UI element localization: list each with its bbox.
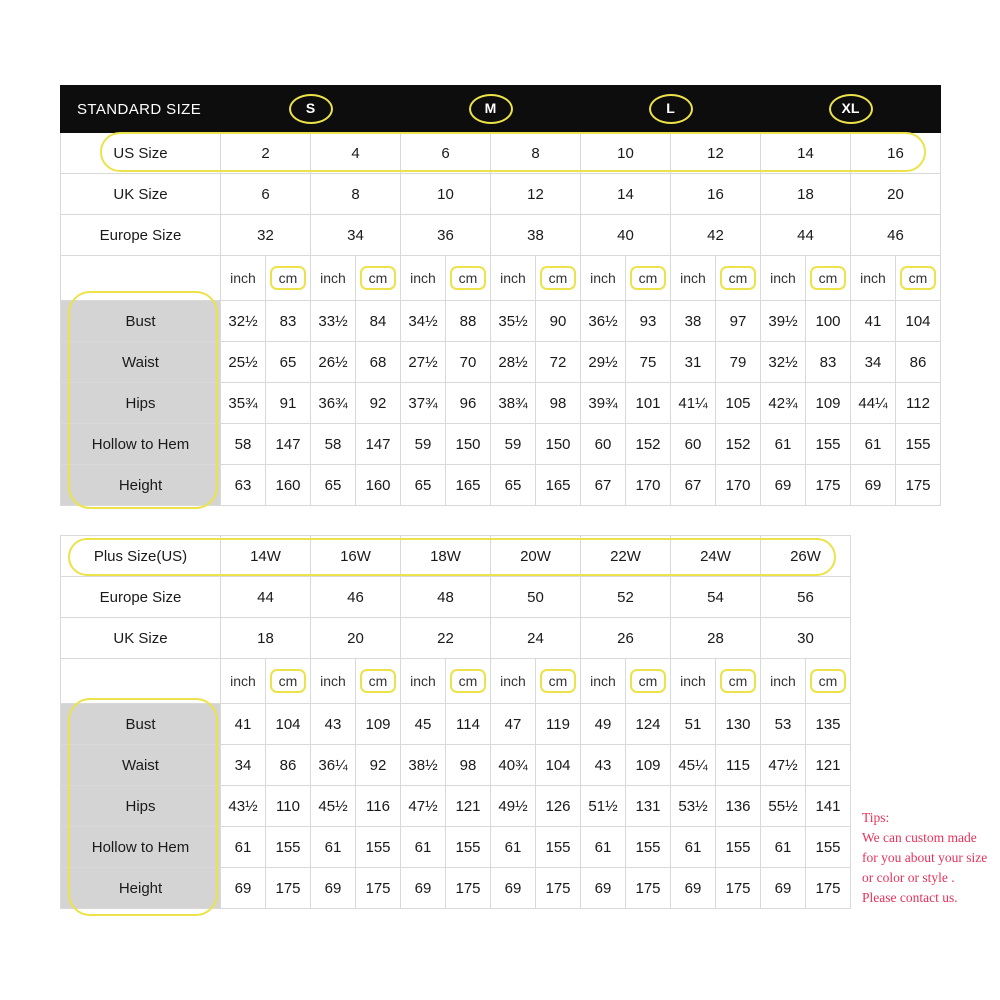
cell-value: 79 (716, 342, 761, 383)
cell-value: 69 (311, 868, 356, 909)
table-row (61, 174, 941, 215)
cell-value: 69 (581, 868, 626, 909)
cell-value: 97 (716, 301, 761, 342)
cell-value: 51 (671, 704, 716, 745)
cell-value: 65 (491, 465, 536, 506)
row-label-waist: Waist (61, 342, 221, 383)
size-label-m: M (469, 94, 513, 124)
cell-value: 101 (626, 383, 671, 424)
cell-value: 69 (761, 465, 806, 506)
table-row (61, 133, 941, 174)
cell-value: 100 (806, 301, 851, 342)
cell-value: 175 (806, 465, 851, 506)
cell-value: 22W (581, 536, 671, 577)
row-label-plus-bust: Bust (61, 704, 221, 745)
cell-value: 110 (266, 786, 311, 827)
cell-value: 155 (806, 827, 851, 868)
cell-value: 10 (401, 174, 491, 215)
cell-value: 18 (221, 618, 311, 659)
table-row (61, 342, 941, 383)
cell-value: 16 (671, 174, 761, 215)
cell-value: 58 (221, 424, 266, 465)
cell-value: 155 (446, 827, 491, 868)
cell-value: 121 (806, 745, 851, 786)
cell-value: 20 (851, 174, 941, 215)
cell-value: 46 (851, 215, 941, 256)
cell-value: 104 (536, 745, 581, 786)
cell-value: 72 (536, 342, 581, 383)
cell-value: 91 (266, 383, 311, 424)
cell-value: 14 (761, 133, 851, 174)
cell-value: 31 (671, 342, 716, 383)
cell-value: 32½ (221, 301, 266, 342)
cell-value: 69 (401, 868, 446, 909)
cell-value: 65 (266, 342, 311, 383)
cell-value: 33½ (311, 301, 356, 342)
cell-value: 10 (581, 133, 671, 174)
cell-value: 55½ (761, 786, 806, 827)
unit-inch: inch (671, 659, 716, 704)
unit-cm: cm (720, 266, 757, 290)
cell-value: 175 (806, 868, 851, 909)
unit-cm-cell (266, 659, 311, 704)
cell-value: 165 (536, 465, 581, 506)
size-label-l: L (649, 94, 693, 124)
cell-value: 58 (311, 424, 356, 465)
table-row (61, 745, 851, 786)
row-label-plus-size-us: Plus Size(US) (61, 536, 221, 577)
unit-inch: inch (671, 256, 716, 301)
cell-value: 34½ (401, 301, 446, 342)
cell-value: 115 (716, 745, 761, 786)
cell-value: 160 (356, 465, 401, 506)
cell-value: 53½ (671, 786, 716, 827)
unit-inch: inch (311, 659, 356, 704)
row-label-plus-height: Height (61, 868, 221, 909)
row-label-plus-hollow-to-hem: Hollow to Hem (61, 827, 221, 868)
row-label-us-size: US Size (61, 133, 221, 174)
cell-value: 67 (671, 465, 716, 506)
cell-value: 61 (851, 424, 896, 465)
unit-cm-cell (536, 256, 581, 301)
standard-header-row (61, 86, 941, 133)
cell-value: 109 (356, 704, 401, 745)
cell-value: 37¾ (401, 383, 446, 424)
cell-value: 83 (266, 301, 311, 342)
plus-unit-row (61, 659, 851, 704)
cell-value: 59 (401, 424, 446, 465)
cell-value: 70 (446, 342, 491, 383)
cell-value: 105 (716, 383, 761, 424)
cell-value: 112 (896, 383, 941, 424)
cell-value: 98 (446, 745, 491, 786)
cell-value: 52 (581, 577, 671, 618)
table-row (61, 424, 941, 465)
unit-inch: inch (851, 256, 896, 301)
tips-line-1: Tips: (862, 810, 890, 825)
row-label-hips: Hips (61, 383, 221, 424)
cell-value: 61 (221, 827, 266, 868)
cell-value: 45¼ (671, 745, 716, 786)
cell-value: 121 (446, 786, 491, 827)
cell-value: 32 (221, 215, 311, 256)
unit-inch: inch (491, 659, 536, 704)
row-label-plus-uk-size: UK Size (61, 618, 221, 659)
cell-value: 61 (401, 827, 446, 868)
cell-value: 14W (221, 536, 311, 577)
cell-value: 34 (221, 745, 266, 786)
cell-value: 61 (671, 827, 716, 868)
cell-value: 6 (401, 133, 491, 174)
cell-value: 69 (491, 868, 536, 909)
cell-value: 56 (761, 577, 851, 618)
cell-value: 38 (671, 301, 716, 342)
cell-value: 44 (221, 577, 311, 618)
row-label-plus-waist: Waist (61, 745, 221, 786)
cell-value: 124 (626, 704, 671, 745)
unit-cm: cm (360, 669, 397, 693)
cell-value: 150 (446, 424, 491, 465)
cell-value: 47 (491, 704, 536, 745)
cell-value: 152 (626, 424, 671, 465)
cell-value: 43 (311, 704, 356, 745)
cell-value: 175 (716, 868, 761, 909)
cell-value: 32½ (761, 342, 806, 383)
cell-value: 59 (491, 424, 536, 465)
cell-value: 39½ (761, 301, 806, 342)
tips-line-2: We can custom made (862, 830, 977, 845)
unit-cm-cell (716, 256, 761, 301)
cell-value: 26 (581, 618, 671, 659)
unit-inch: inch (221, 659, 266, 704)
cell-value: 67 (581, 465, 626, 506)
standard-size-table (60, 85, 941, 506)
cell-value: 28 (671, 618, 761, 659)
cell-value: 22 (401, 618, 491, 659)
row-label-uk-size: UK Size (61, 174, 221, 215)
cell-value: 126 (536, 786, 581, 827)
table-row (61, 536, 851, 577)
cell-value: 155 (356, 827, 401, 868)
cell-value: 155 (806, 424, 851, 465)
unit-cm-cell (446, 659, 491, 704)
unit-cm: cm (630, 669, 667, 693)
cell-value: 69 (671, 868, 716, 909)
cell-value: 86 (896, 342, 941, 383)
cell-value: 104 (896, 301, 941, 342)
cell-value: 43½ (221, 786, 266, 827)
cell-value: 41 (851, 301, 896, 342)
size-label-s: S (289, 94, 333, 124)
tips-line-4: or color or style . (862, 870, 955, 885)
row-label-plus-europe-size: Europe Size (61, 577, 221, 618)
unit-inch: inch (581, 659, 626, 704)
unit-inch: inch (401, 659, 446, 704)
cell-value: 160 (266, 465, 311, 506)
cell-value: 135 (806, 704, 851, 745)
tips-block (862, 808, 997, 908)
unit-cm: cm (630, 266, 667, 290)
cell-value: 69 (761, 868, 806, 909)
cell-value: 69 (221, 868, 266, 909)
cell-value: 28½ (491, 342, 536, 383)
cell-value: 35½ (491, 301, 536, 342)
cell-value: 155 (536, 827, 581, 868)
cell-value: 175 (446, 868, 491, 909)
cell-value: 54 (671, 577, 761, 618)
unit-cm-cell (536, 659, 581, 704)
cell-value: 8 (311, 174, 401, 215)
size-label-s-cell (221, 86, 401, 133)
cell-value: 36¾ (311, 383, 356, 424)
row-label-height: Height (61, 465, 221, 506)
row-label-plus-hips: Hips (61, 786, 221, 827)
cell-value: 38 (491, 215, 581, 256)
cell-value: 65 (311, 465, 356, 506)
cell-value: 130 (716, 704, 761, 745)
unit-cm-cell (806, 659, 851, 704)
cell-value: 65 (401, 465, 446, 506)
unit-cm-cell (356, 256, 401, 301)
table-row (61, 618, 851, 659)
cell-value: 42 (671, 215, 761, 256)
cell-value: 50 (491, 577, 581, 618)
table-row (61, 465, 941, 506)
unit-cm: cm (450, 669, 487, 693)
cell-value: 141 (806, 786, 851, 827)
cell-value: 29½ (581, 342, 626, 383)
tips-line-5: Please contact us. (862, 890, 958, 905)
unit-cm: cm (450, 266, 487, 290)
cell-value: 175 (356, 868, 401, 909)
cell-value: 116 (356, 786, 401, 827)
cell-value: 16 (851, 133, 941, 174)
unit-cm: cm (360, 266, 397, 290)
cell-value: 25½ (221, 342, 266, 383)
size-label-xl: XL (829, 94, 873, 124)
cell-value: 136 (716, 786, 761, 827)
cell-value: 12 (671, 133, 761, 174)
unit-cm: cm (540, 669, 577, 693)
table-row (61, 577, 851, 618)
cell-value: 155 (626, 827, 671, 868)
cell-value: 41 (221, 704, 266, 745)
unit-cm-cell (716, 659, 761, 704)
cell-value: 150 (536, 424, 581, 465)
cell-value: 69 (851, 465, 896, 506)
unit-cm-cell (896, 256, 941, 301)
plus-size-table (60, 535, 851, 909)
table-row (61, 868, 851, 909)
unit-inch: inch (311, 256, 356, 301)
cell-value: 36½ (581, 301, 626, 342)
unit-cm-cell (356, 659, 401, 704)
unit-inch: inch (221, 256, 266, 301)
cell-value: 49½ (491, 786, 536, 827)
cell-value: 2 (221, 133, 311, 174)
cell-value: 83 (806, 342, 851, 383)
unit-cm: cm (810, 266, 847, 290)
cell-value: 45½ (311, 786, 356, 827)
standard-unit-row (61, 256, 941, 301)
cell-value: 109 (626, 745, 671, 786)
table-row (61, 827, 851, 868)
cell-value: 30 (761, 618, 851, 659)
unit-inch: inch (401, 256, 446, 301)
cell-value: 61 (491, 827, 536, 868)
unit-cm: cm (540, 266, 577, 290)
cell-value: 53 (761, 704, 806, 745)
size-label-l-cell (581, 86, 761, 133)
cell-value: 35¾ (221, 383, 266, 424)
row-label-europe-size: Europe Size (61, 215, 221, 256)
cell-value: 40¾ (491, 745, 536, 786)
cell-value: 175 (626, 868, 671, 909)
cell-value: 26½ (311, 342, 356, 383)
cell-value: 175 (536, 868, 581, 909)
cell-value: 88 (446, 301, 491, 342)
cell-value: 60 (671, 424, 716, 465)
unit-inch: inch (581, 256, 626, 301)
cell-value: 44¼ (851, 383, 896, 424)
cell-value: 155 (266, 827, 311, 868)
cell-value: 131 (626, 786, 671, 827)
cell-value: 170 (716, 465, 761, 506)
cell-value: 155 (896, 424, 941, 465)
unit-cm: cm (720, 669, 757, 693)
unit-cm-cell (626, 256, 671, 301)
unit-cm: cm (810, 669, 847, 693)
cell-value: 84 (356, 301, 401, 342)
row-label-hollow-to-hem: Hollow to Hem (61, 424, 221, 465)
cell-value: 14 (581, 174, 671, 215)
cell-value: 147 (356, 424, 401, 465)
cell-value: 44 (761, 215, 851, 256)
cell-value: 93 (626, 301, 671, 342)
table-row (61, 786, 851, 827)
cell-value: 104 (266, 704, 311, 745)
tips-line-3: for you about your size (862, 850, 988, 865)
cell-value: 155 (716, 827, 761, 868)
cell-value: 48 (401, 577, 491, 618)
unit-inch: inch (761, 659, 806, 704)
unit-cm: cm (270, 669, 307, 693)
cell-value: 24 (491, 618, 581, 659)
cell-value: 90 (536, 301, 581, 342)
cell-value: 68 (356, 342, 401, 383)
cell-value: 86 (266, 745, 311, 786)
unit-cm-cell (806, 256, 851, 301)
cell-value: 36¼ (311, 745, 356, 786)
unit-cm: cm (900, 266, 937, 290)
cell-value: 63 (221, 465, 266, 506)
cell-value: 16W (311, 536, 401, 577)
cell-value: 175 (266, 868, 311, 909)
unit-cm-cell (446, 256, 491, 301)
table-row (61, 215, 941, 256)
cell-value: 170 (626, 465, 671, 506)
cell-value: 165 (446, 465, 491, 506)
cell-value: 18 (761, 174, 851, 215)
unit-inch: inch (491, 256, 536, 301)
cell-value: 60 (581, 424, 626, 465)
cell-value: 45 (401, 704, 446, 745)
unit-cm-cell (626, 659, 671, 704)
cell-value: 47½ (761, 745, 806, 786)
cell-value: 6 (221, 174, 311, 215)
unit-cm: cm (270, 266, 307, 290)
cell-value: 39¾ (581, 383, 626, 424)
table-row (61, 301, 941, 342)
cell-value: 98 (536, 383, 581, 424)
cell-value: 34 (851, 342, 896, 383)
cell-value: 20W (491, 536, 581, 577)
row-label-bust: Bust (61, 301, 221, 342)
standard-table-title: STANDARD SIZE (61, 86, 221, 133)
cell-value: 8 (491, 133, 581, 174)
cell-value: 18W (401, 536, 491, 577)
cell-value: 114 (446, 704, 491, 745)
cell-value: 92 (356, 745, 401, 786)
cell-value: 152 (716, 424, 761, 465)
cell-value: 175 (896, 465, 941, 506)
cell-value: 36 (401, 215, 491, 256)
unit-cm-cell (266, 256, 311, 301)
cell-value: 47½ (401, 786, 446, 827)
cell-value: 96 (446, 383, 491, 424)
cell-value: 61 (581, 827, 626, 868)
size-label-xl-cell (761, 86, 941, 133)
cell-value: 42¾ (761, 383, 806, 424)
cell-value: 40 (581, 215, 671, 256)
unit-row-label (61, 256, 221, 301)
cell-value: 92 (356, 383, 401, 424)
cell-value: 41¼ (671, 383, 716, 424)
cell-value: 119 (536, 704, 581, 745)
cell-value: 38½ (401, 745, 446, 786)
cell-value: 147 (266, 424, 311, 465)
unit-row-label (61, 659, 221, 704)
cell-value: 61 (761, 424, 806, 465)
cell-value: 24W (671, 536, 761, 577)
cell-value: 75 (626, 342, 671, 383)
table-row (61, 383, 941, 424)
cell-value: 46 (311, 577, 401, 618)
size-label-m-cell (401, 86, 581, 133)
cell-value: 20 (311, 618, 401, 659)
table-row (61, 704, 851, 745)
cell-value: 109 (806, 383, 851, 424)
cell-value: 26W (761, 536, 851, 577)
cell-value: 61 (761, 827, 806, 868)
cell-value: 38¾ (491, 383, 536, 424)
cell-value: 61 (311, 827, 356, 868)
cell-value: 4 (311, 133, 401, 174)
cell-value: 49 (581, 704, 626, 745)
cell-value: 27½ (401, 342, 446, 383)
cell-value: 43 (581, 745, 626, 786)
cell-value: 12 (491, 174, 581, 215)
cell-value: 51½ (581, 786, 626, 827)
cell-value: 34 (311, 215, 401, 256)
unit-inch: inch (761, 256, 806, 301)
